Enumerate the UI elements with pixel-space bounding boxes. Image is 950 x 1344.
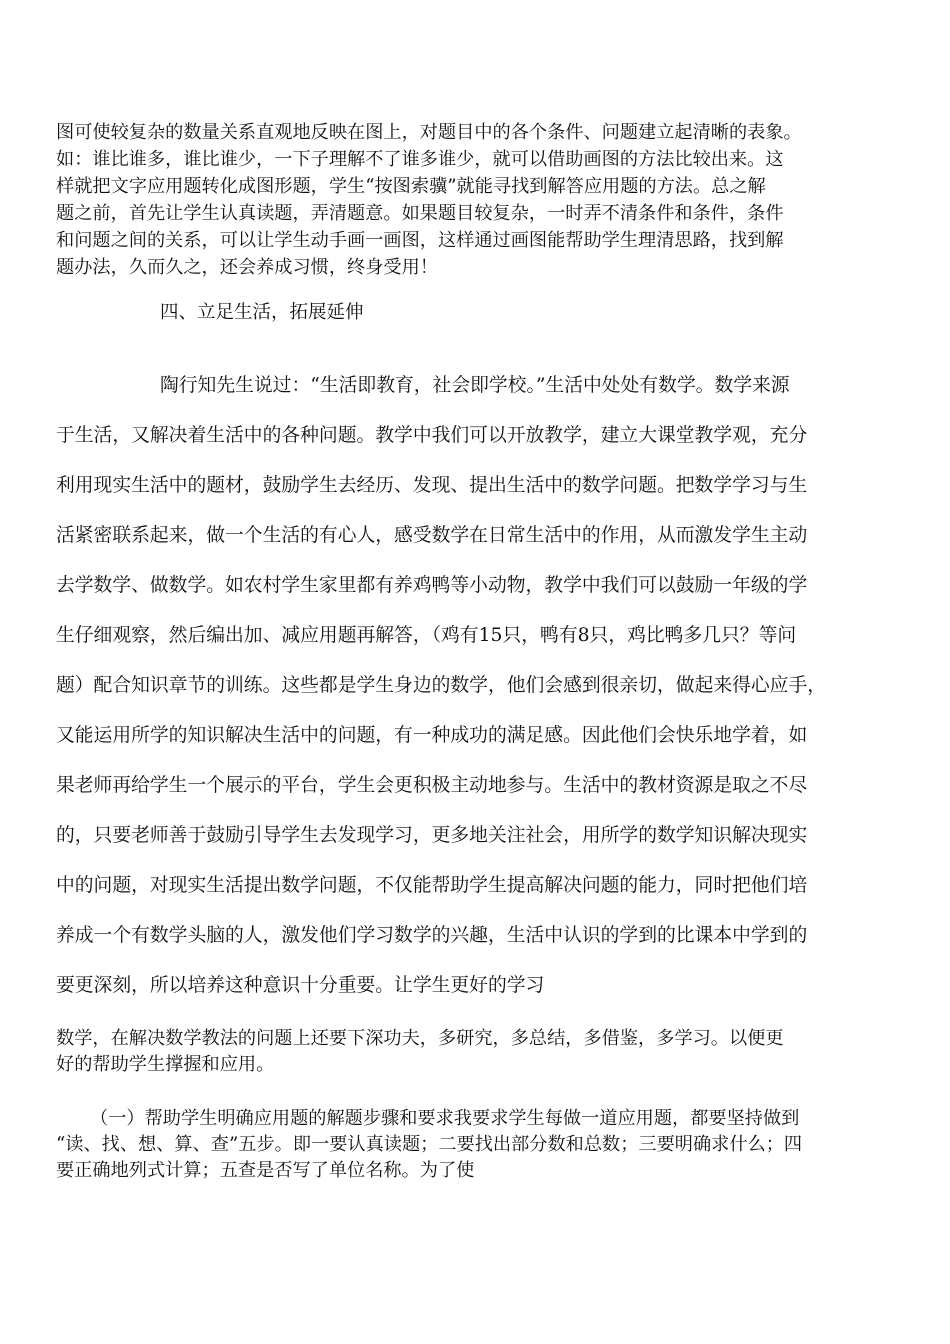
text-line: 又能运用所学的知识解决生活中的问题，有一种成功的满足感。因此他们会快乐地学着，如 xyxy=(56,725,808,746)
text-line: 题之前，首先让学生认真读题，弄清题意。如果题目较复杂，一时弄不清条件和条件，条件 xyxy=(56,203,784,224)
text-line: 图可使较复杂的数量关系直观地反映在图上，对题目中的各个条件、问题建立起清晰的表象。 xyxy=(56,122,802,143)
text-line: 于生活，又解决着生活中的各种问题。教学中我们可以开放教学，建立大课堂教学观，充分 xyxy=(56,425,808,446)
text-line: 和问题之间的关系，可以让学生动手画一画图，这样通过画图能帮助学生理清思路，找到解 xyxy=(56,230,784,251)
section-heading: 四、立足生活，拓展延伸 xyxy=(160,302,364,323)
text-line: 陶行知先生说过：“生活即教育，社会即学校。”生活中处处有数学。数学来源 xyxy=(160,375,790,396)
text-line: 中的问题，对现实生活提出数学问题，不仅能帮助学生提高解决问题的能力，同时把他们培 xyxy=(56,875,808,896)
text-line: 好的帮助学生撑握和应用。 xyxy=(56,1054,275,1075)
text-line: 利用现实生活中的题材，鼓励学生去经历、发现、提出生活中的数学问题。把数学学习与生 xyxy=(56,475,808,496)
text-line: 如：谁比谁多，谁比谁少，一下子理解不了谁多谁少，就可以借助画图的方法比较出来。这 xyxy=(56,149,784,170)
text-line: 要正确地列式计算；五查是否写了单位名称。为了使 xyxy=(56,1160,475,1181)
text-line: （一）帮助学生明确应用题的解题步骤和要求我要求学生每做一道应用题，都要坚持做到 xyxy=(90,1108,800,1129)
text-line: 要更深刻，所以培养这种意识十分重要。让学生更好的学习 xyxy=(56,975,545,996)
text-line: 活紧密联系起来，做一个生活的有心人，感受数学在日常生活中的作用，从而激发学生主动 xyxy=(56,525,808,546)
text-line: 题办法，久而久之，还会养成习惯，终身受用！ xyxy=(56,257,438,278)
text-line: “读、找、想、算、查”五步。即一要认真读题；二要找出部分数和总数；三要明确求什么；四 xyxy=(56,1134,803,1155)
text-line: 养成一个有数学头脑的人，激发他们学习数学的兴趣，生活中认识的学到的比课本中学到的 xyxy=(56,925,808,946)
text-line: 去学数学、做数学。如农村学生家里都有养鸡鸭等小动物，教学中我们可以鼓励一年级的学 xyxy=(56,575,808,596)
text-line: 生仔细观察，然后编出加、减应用题再解答，（鸡有15只，鸭有8只，鸡比鸭多几只？等问 xyxy=(56,625,797,646)
text-line: 的，只要老师善于鼓励引导学生去发现学习，更多地关注社会，用所学的数学知识解决现实 xyxy=(56,825,808,846)
text-line: 样就把文字应用题转化成图形题，学生“按图索骥”就能寻找到解答应用题的方法。总之解 xyxy=(56,176,766,197)
text-line: 果老师再给学生一个展示的平台，学生会更积极主动地参与。生活中的教材资源是取之不尽 xyxy=(56,775,808,796)
text-line: 题）配合知识章节的训练。这些都是学生身边的数学，他们会感到很亲切，做起来得心应手， xyxy=(56,675,827,696)
text-line: 数学，在解决数学教法的问题上还要下深功夫，多研究，多总结，多借鉴，多学习。以便更 xyxy=(56,1028,784,1049)
